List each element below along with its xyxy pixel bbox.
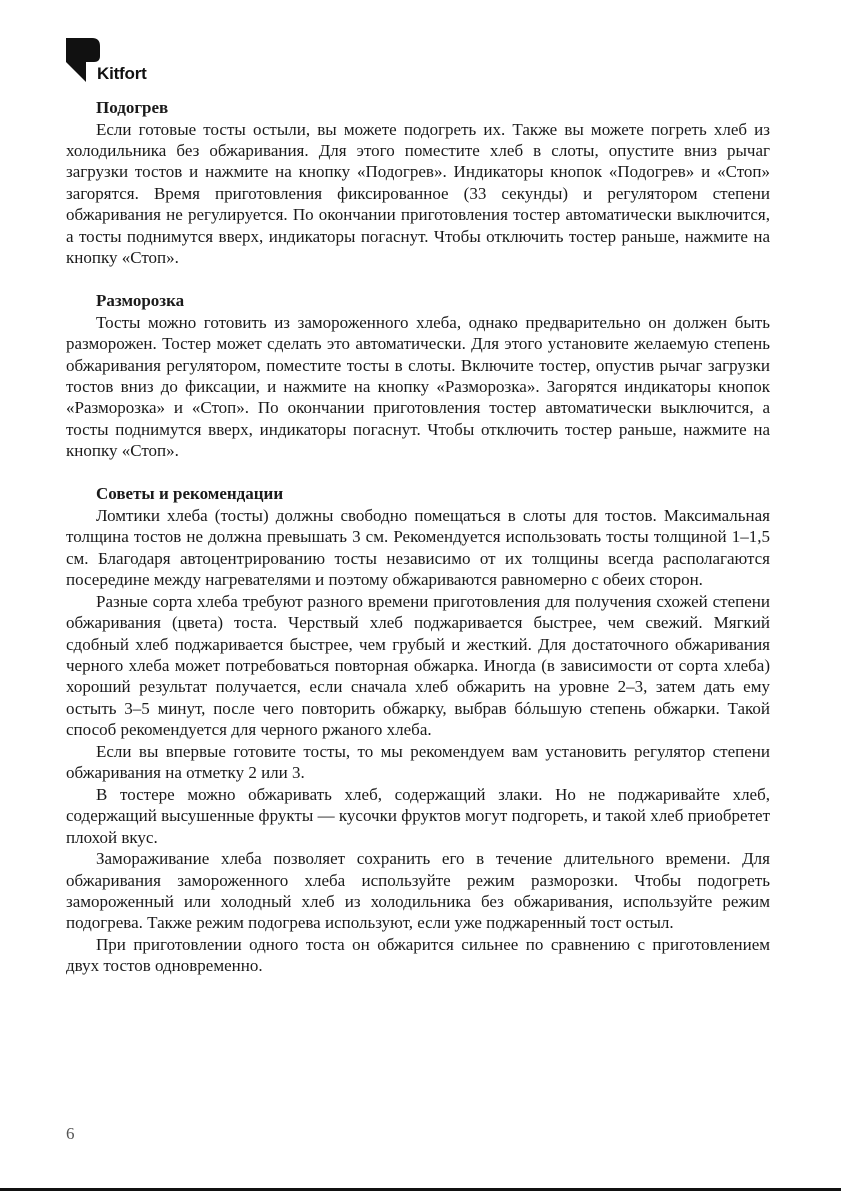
paragraph: Ломтики хлеба (тосты) должны свободно помещаться в слоты для тостов. Максимальная толщина тостов не должна превышать 3 см. Рекомендуется использовать тосты толщиной 1–1,5 см. Благодаря автоцентрированию тосты независимо от их толщины всегда располагаются посередине между нагревателями и поэтому обжариваются равномерно с обеих сторон. <box>66 505 770 590</box>
document-body <box>66 97 770 977</box>
section-podogrev <box>66 97 770 269</box>
kitfort-logo <box>66 38 166 88</box>
paragraph: Замораживание хлеба позволяет сохранить его в течение длительного времени. Для обжаривания замороженного хлеба используйте режим разморозки. Чтобы подогреть замороженный или холодный хлеб из холодильника без обжаривания, используйте режим подогрева. Также режим подогрева используют, если уже поджаренный тост остыл. <box>66 849 770 933</box>
paragraph: При приготовлении одного тоста он обжарится сильнее по сравнению с приготовлением двух тостов одновременно. <box>66 934 770 976</box>
paragraph: Если готовые тосты остыли, вы можете подогреть их. Также вы можете погреть хлеб из холодильника без обжаривания. Для этого поместите хлеб в слоты, опустите вниз рычаг загрузки тостов и нажмите на кнопку «Подогрев». Индикаторы кнопок «Подогрев» и «Стоп» загорятся. Время приготовления фиксированное (33 секунды) и регулятором степени обжаривания не регулируется. По окончании приготовления тостер автоматически выключится, а тосты поднимутся вверх, индикаторы погаснут. Чтобы отключить тостер раньше, нажмите на кнопку «Стоп». <box>66 119 770 268</box>
paragraph: Если вы впервые готовите тосты, то мы рекомендуем вам установить регулятор степени обжаривания на отметку 2 или 3. <box>66 741 770 783</box>
section-razmorozka <box>66 290 770 462</box>
paragraph: Тосты можно готовить из замороженного хлеба, однако предварительно он должен быть разморожен. Тостер может сделать это автоматически. Для этого установите желаемую степень обжаривания регулятором, поместите тосты в слоты. Включите тостер, опустив рычаг загрузки тостов вниз до фиксации, и нажмите на кнопку «Разморозка». Загорятся индикаторы кнопок «Разморозка» и «Стоп». По окончании приготовления тостер автоматически выключится, а тосты поднимутся вверх, индикаторы погаснут. Чтобы отключить тостер раньше, нажмите на кнопку «Стоп». <box>66 312 770 461</box>
section-title: Подогрев <box>96 98 169 117</box>
brand-name: Kitfort <box>97 64 147 83</box>
kitfort-logo-mark-icon <box>66 38 100 82</box>
section-title: Советы и рекомендации <box>96 484 284 504</box>
section-sovety <box>66 483 770 976</box>
section-title: Разморозка <box>96 291 185 311</box>
paragraph: В тостере можно обжаривать хлеб, содержащий злаки. Но не поджаривайте хлеб, содержащий высушенные фрукты — кусочки фруктов могут подгореть, и такой хлеб приобретет плохой вкус. <box>66 784 770 847</box>
page-number: 6 <box>66 1124 75 1143</box>
paragraph: Разные сорта хлеба требуют разного времени приготовления для получения схожей степени обжаривания (цвета) тоста. Черствый хлеб поджаривается быстрее, чем свежий. Мягкий сдобный хлеб поджаривается быстрее, чем грубый и жесткий. Для достаточного обжаривания черного хлеба может потребоваться повторная обжарка. Иногда (в зависимости от сорта хлеба) хороший результат получается, если сначала хлеб обжарить на уровне 2–3, затем дать ему остыть 3–5 минут, после чего повторить обжарку, выбрав бóльшую степень обжарки. Такой способ рекомендуется для черного ржаного хлеба. <box>66 591 770 740</box>
